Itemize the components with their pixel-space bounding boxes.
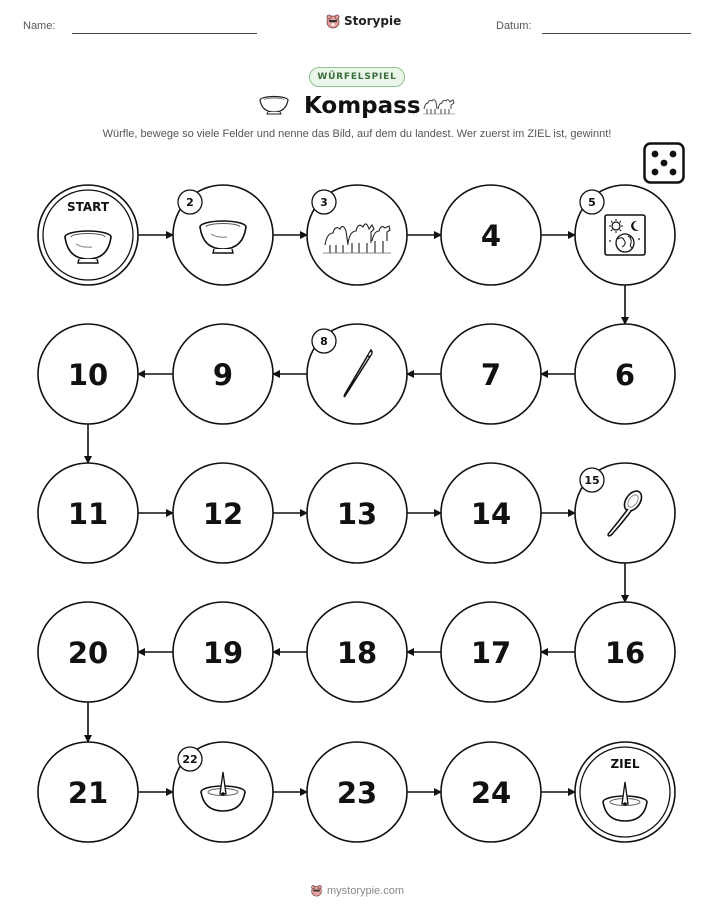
board-field-24[interactable] — [441, 742, 541, 842]
field-number: 15 — [584, 474, 600, 487]
date-label: Datum: — [496, 20, 532, 32]
field-number: 9 — [212, 358, 234, 392]
board-field-14[interactable] — [441, 463, 541, 563]
footer — [0, 884, 714, 897]
field-number: 16 — [604, 636, 646, 670]
field-number: 21 — [67, 776, 109, 810]
field-number: 2 — [186, 196, 194, 209]
board-field-12[interactable] — [173, 463, 273, 563]
board-field-11[interactable] — [38, 463, 138, 563]
board-field-17[interactable] — [441, 602, 541, 702]
start-label: START — [66, 200, 110, 214]
start-field[interactable] — [38, 185, 138, 285]
board-field-18[interactable] — [307, 602, 407, 702]
field-number: 13 — [336, 497, 378, 531]
field-number: 3 — [320, 196, 328, 209]
field-number: 19 — [202, 636, 244, 670]
instructions-text: Würfle, bewege so viele Felder und nenne das Bild, auf dem du landest. Wer zuerst im ZIEL ist, gewinnt! — [102, 128, 612, 140]
field-number: 23 — [336, 776, 378, 810]
name-label: Name: — [23, 20, 56, 32]
field-number: 22 — [182, 753, 198, 766]
board-field-10[interactable] — [38, 324, 138, 424]
field-number: 18 — [336, 636, 378, 670]
board-field-2[interactable] — [173, 185, 273, 285]
finish-label: ZIEL — [610, 757, 640, 771]
board-field-19[interactable] — [173, 602, 273, 702]
field-number: 14 — [470, 497, 512, 531]
brand-name: Storypie — [344, 14, 402, 28]
board-field-6[interactable] — [575, 324, 675, 424]
board-field-21[interactable] — [38, 742, 138, 842]
field-number: 17 — [470, 636, 512, 670]
field-number: 24 — [470, 776, 512, 810]
board-field-7[interactable] — [441, 324, 541, 424]
board-field-4[interactable] — [441, 185, 541, 285]
board-field-15[interactable] — [575, 463, 675, 563]
field-number: 10 — [67, 358, 109, 392]
field-number: 6 — [614, 358, 636, 392]
board-field-9[interactable] — [173, 324, 273, 424]
field-number: 4 — [480, 219, 502, 253]
field-number: 8 — [320, 335, 328, 348]
board-field-16[interactable] — [575, 602, 675, 702]
board-field-13[interactable] — [307, 463, 407, 563]
field-number: 7 — [480, 358, 502, 392]
board-field-5[interactable] — [575, 185, 675, 285]
board-field-20[interactable] — [38, 602, 138, 702]
field-number: 11 — [67, 497, 109, 531]
sun-moon-earth-icon — [605, 215, 645, 255]
field-number: 20 — [67, 636, 109, 670]
game-type-badge: WÜRFELSPIEL — [309, 67, 405, 87]
field-number: 5 — [588, 196, 596, 209]
finish-field[interactable] — [575, 742, 675, 842]
board-field-8[interactable] — [307, 324, 407, 424]
storypie-mascot-icon — [310, 884, 323, 897]
board-field-22[interactable] — [173, 742, 273, 842]
board-field-23[interactable] — [307, 742, 407, 842]
page-title: Kompass — [304, 93, 421, 119]
footer-url[interactable]: mystorypie.com — [326, 884, 405, 897]
field-number: 12 — [202, 497, 244, 531]
board-field-3[interactable] — [307, 185, 407, 285]
